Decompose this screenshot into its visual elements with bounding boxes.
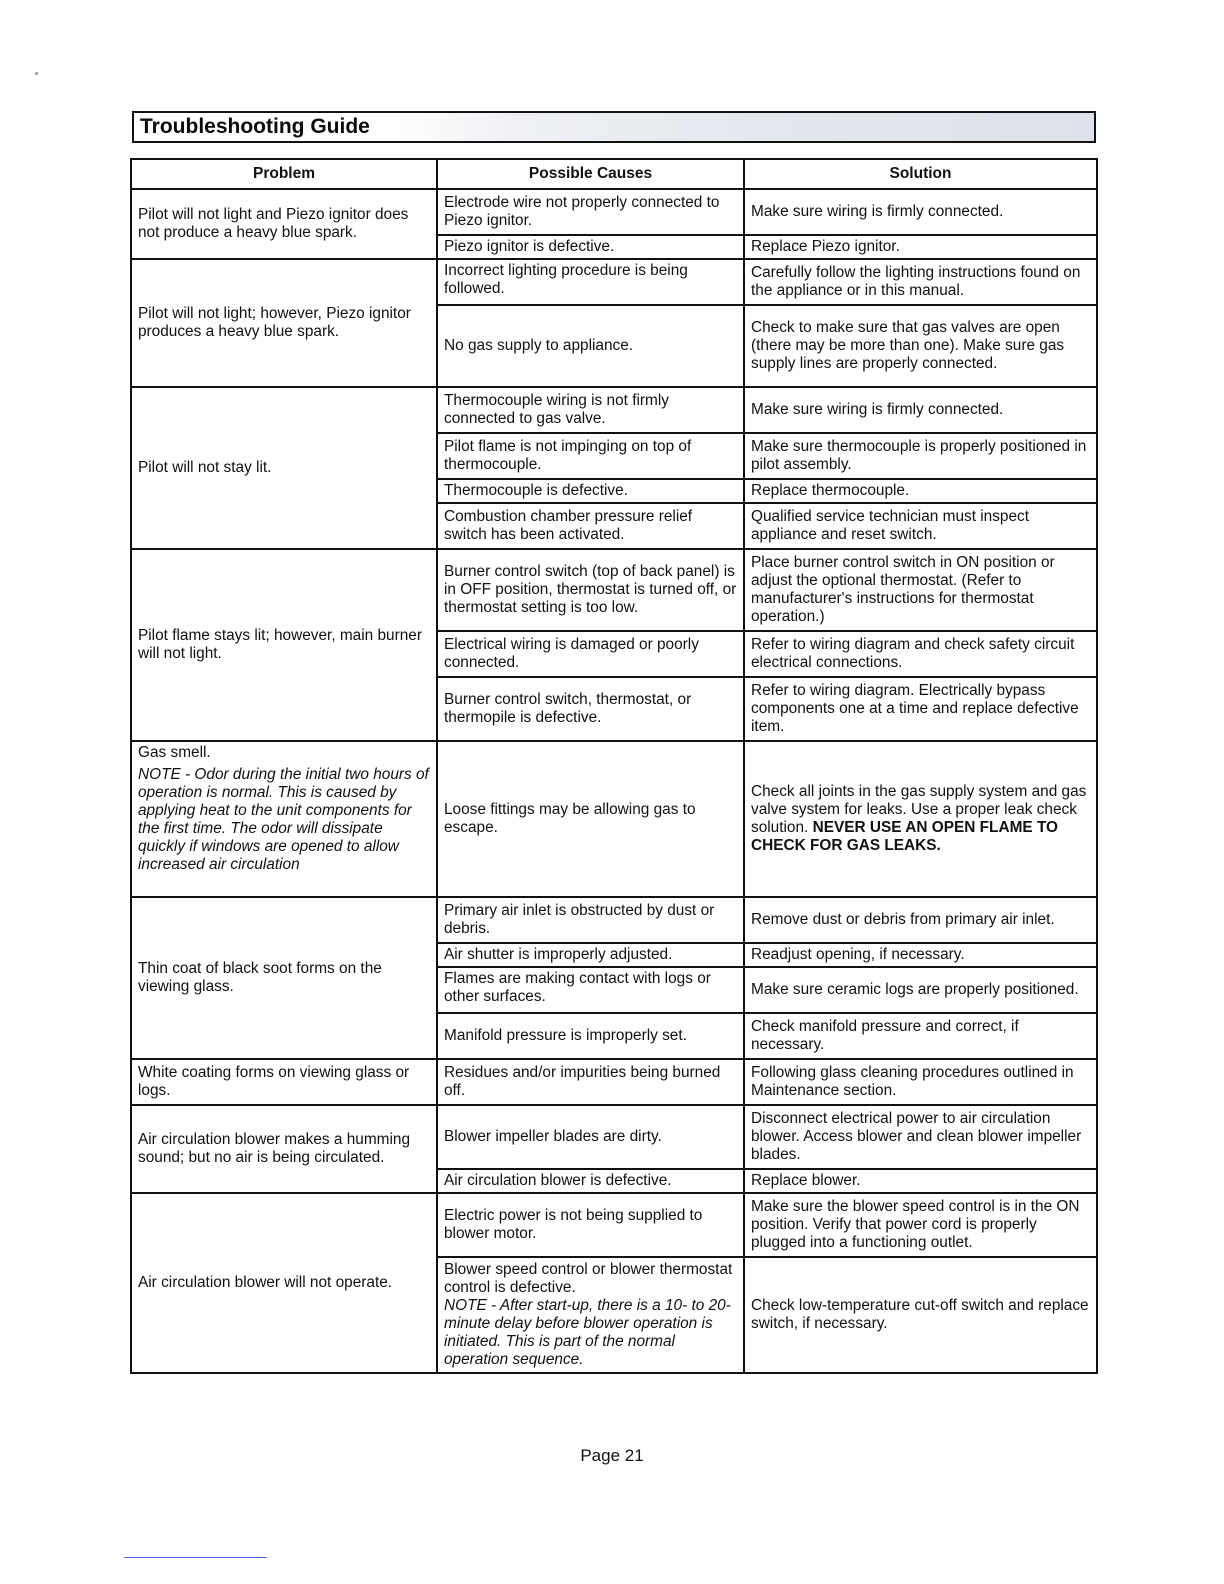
table-header-row <box>131 159 1097 189</box>
cause-cell <box>437 1257 744 1373</box>
solution-cell: Make sure thermocouple is properly positioned in pilot assembly. <box>744 433 1097 479</box>
solution-cell: Following glass cleaning procedures outlined in Maintenance section. <box>744 1059 1097 1105</box>
cause-cell: Pilot flame is not impinging on top of thermocouple. <box>437 433 744 479</box>
solution-cell: Readjust opening, if necessary. <box>744 943 1097 967</box>
cause-cell: Piezo ignitor is defective. <box>437 235 744 259</box>
solution-cell: Make sure wiring is firmly connected. <box>744 387 1097 433</box>
solution-text: Check all joints in the gas supply system and gas valve system for leaks. Use a proper leak check solution. <box>751 783 1087 836</box>
solution-cell: Qualified service technician must inspect appliance and reset switch. <box>744 503 1097 549</box>
solution-cell: Disconnect electrical power to air circulation blower. Access blower and clean blower impeller blades. <box>744 1105 1097 1169</box>
header-problem: Problem <box>131 159 437 189</box>
troubleshooting-table <box>130 158 1098 1374</box>
solution-cell: Replace thermocouple. <box>744 479 1097 503</box>
cause-cell: Air shutter is improperly adjusted. <box>437 943 744 967</box>
cause-cell: Electrode wire not properly connected to Piezo ignitor. <box>437 189 744 235</box>
page-number: Page 21 <box>580 1446 644 1465</box>
problem-cell: Air circulation blower makes a humming sound; but no air is being circulated. <box>131 1105 437 1193</box>
solution-cell: Remove dust or debris from primary air inlet. <box>744 897 1097 943</box>
scan-speck <box>35 72 38 75</box>
solution-cell: Replace Piezo ignitor. <box>744 235 1097 259</box>
cause-cell: Combustion chamber pressure relief switch has been activated. <box>437 503 744 549</box>
solution-warning: NEVER USE AN OPEN FLAME TO CHECK FOR GAS LEAKS. <box>751 819 1059 854</box>
problem-note: NOTE - Odor during the initial two hours of operation is normal. This is caused by applying heat to the unit components for the first time. The odor will dissipate quickly if windows are opened to allow increased air circulation <box>138 766 429 873</box>
page-title: Troubleshooting Guide <box>140 115 370 138</box>
table-row <box>131 1193 1097 1257</box>
cause-cell: Primary air inlet is obstructed by dust or debris. <box>437 897 744 943</box>
cause-cell: Air circulation blower is defective. <box>437 1169 744 1193</box>
cause-cell: Manifold pressure is improperly set. <box>437 1013 744 1059</box>
solution-cell <box>744 741 1097 897</box>
solution-cell: Check to make sure that gas valves are open (there may be more than one). Make sure gas supply lines are properly connected. <box>744 305 1097 387</box>
footer-rule <box>124 1557 267 1558</box>
cause-cell: Residues and/or impurities being burned off. <box>437 1059 744 1105</box>
table-row <box>131 259 1097 305</box>
cause-note: NOTE - After start-up, there is a 10- to 20-minute delay before blower operation is initiated. This is part of the normal operation sequence. <box>444 1297 731 1368</box>
cause-cell: No gas supply to appliance. <box>437 305 744 387</box>
problem-cell: Air circulation blower will not operate. <box>131 1193 437 1373</box>
problem-cell: Pilot will not stay lit. <box>131 387 437 549</box>
cause-cell: Burner control switch (top of back panel) is in OFF position, thermostat is turned off, or thermostat setting is too low. <box>437 549 744 631</box>
cause-cell: Electric power is not being supplied to blower motor. <box>437 1193 744 1257</box>
table-row <box>131 387 1097 433</box>
problem-cell: White coating forms on viewing glass or logs. <box>131 1059 437 1105</box>
cause-cell: Thermocouple is defective. <box>437 479 744 503</box>
solution-cell: Check manifold pressure and correct, if necessary. <box>744 1013 1097 1059</box>
problem-cell: Thin coat of black soot forms on the viewing glass. <box>131 897 437 1059</box>
solution-cell: Refer to wiring diagram and check safety circuit electrical connections. <box>744 631 1097 677</box>
cause-cell: Electrical wiring is damaged or poorly connected. <box>437 631 744 677</box>
cause-text: Blower speed control or blower thermostat control is defective. <box>444 1261 733 1296</box>
problem-text: Gas smell. <box>138 744 211 761</box>
table-row <box>131 189 1097 235</box>
problem-cell: Pilot will not light and Piezo ignitor does not produce a heavy blue spark. <box>131 189 437 259</box>
cause-cell: Incorrect lighting procedure is being followed. <box>437 259 744 305</box>
solution-cell: Make sure wiring is firmly connected. <box>744 189 1097 235</box>
section-title-bar <box>132 111 1096 143</box>
header-solution: Solution <box>744 159 1097 189</box>
problem-cell: Pilot will not light; however, Piezo ignitor produces a heavy blue spark. <box>131 259 437 387</box>
header-causes: Possible Causes <box>437 159 744 189</box>
problem-cell: Pilot flame stays lit; however, main burner will not light. <box>131 549 437 741</box>
cause-cell: Blower impeller blades are dirty. <box>437 1105 744 1169</box>
table-row <box>131 897 1097 943</box>
solution-cell: Make sure the blower speed control is in the ON position. Verify that power cord is properly plugged into a functioning outlet. <box>744 1193 1097 1257</box>
table-row <box>131 1105 1097 1169</box>
solution-cell: Carefully follow the lighting instructions found on the appliance or in this manual. <box>744 259 1097 305</box>
problem-cell <box>131 741 437 897</box>
table-row <box>131 741 1097 897</box>
solution-cell: Check low-temperature cut-off switch and replace switch, if necessary. <box>744 1257 1097 1373</box>
solution-cell: Make sure ceramic logs are properly positioned. <box>744 967 1097 1013</box>
cause-cell: Flames are making contact with logs or other surfaces. <box>437 967 744 1013</box>
cause-cell: Burner control switch, thermostat, or thermopile is defective. <box>437 677 744 741</box>
table-row <box>131 1059 1097 1105</box>
table-row <box>131 549 1097 631</box>
solution-cell: Refer to wiring diagram. Electrically bypass components one at a time and replace defective item. <box>744 677 1097 741</box>
solution-cell: Place burner control switch in ON position or adjust the optional thermostat. (Refer to manufacturer's instructions for thermostat operation.) <box>744 549 1097 631</box>
solution-cell: Replace blower. <box>744 1169 1097 1193</box>
cause-cell: Thermocouple wiring is not firmly connected to gas valve. <box>437 387 744 433</box>
cause-cell: Loose fittings may be allowing gas to escape. <box>437 741 744 897</box>
